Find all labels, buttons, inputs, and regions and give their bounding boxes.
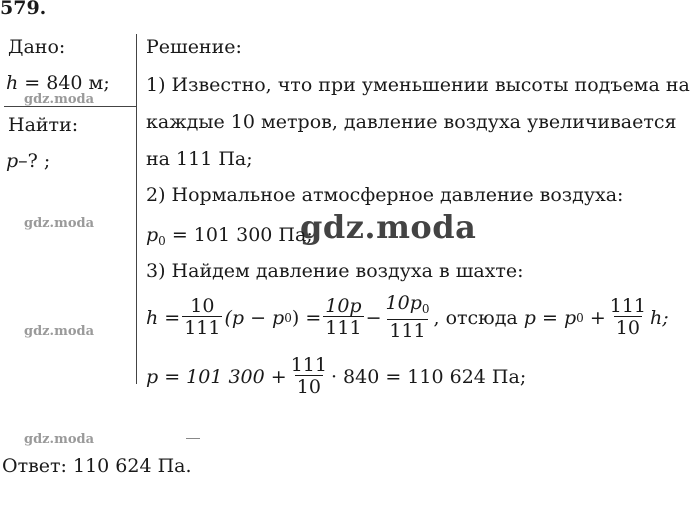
given-h: h = 840 м; bbox=[6, 72, 110, 94]
step1-line2: каждые 10 метров, давление воздуха увеличивается bbox=[146, 111, 677, 133]
step1-line3: на 111 Па; bbox=[146, 148, 253, 170]
given-label: Дано: bbox=[8, 36, 66, 58]
step2-value: $p_0 = 101$ 300 Па; bbox=[146, 224, 313, 248]
step2-line1: 2) Нормальное атмосферное давление воздуха: bbox=[146, 184, 624, 206]
vertical-divider bbox=[136, 34, 137, 384]
fraction-111-10-result: $\frac{111}{10}$ bbox=[290, 354, 327, 398]
watermark-4: gdz.moda bbox=[24, 432, 95, 447]
dash-mark bbox=[186, 438, 200, 439]
solution-label: Решение: bbox=[146, 36, 242, 58]
step3-line1: 3) Найдем давление воздуха в шахте: bbox=[146, 260, 524, 282]
step1-line1: 1) Известно, что при уменьшении высоты подъема на bbox=[146, 74, 690, 96]
problem-number: 579. bbox=[0, 0, 47, 19]
find-label: Найти: bbox=[8, 114, 79, 136]
fraction-111-10: $\frac{111}{10}$ bbox=[609, 295, 647, 339]
watermark-1: gdz.moda bbox=[24, 92, 95, 107]
fraction-10-111: $\frac{10}{111}$ bbox=[184, 295, 221, 339]
fraction-10p-111: $\frac{10p}{111}$ bbox=[325, 295, 362, 339]
result-formula: p = 101 300 + $\frac{111}{10}$ · 840 = 110 624 Па; bbox=[146, 354, 527, 398]
find-p: p–? ; bbox=[6, 150, 51, 172]
fraction-10p0-111: $\frac{10p_0}{111}$ bbox=[385, 292, 430, 342]
watermark-3: gdz.moda bbox=[24, 324, 95, 339]
watermark-2: gdz.moda bbox=[24, 216, 95, 231]
watermark-big: gdz.moda bbox=[300, 208, 477, 246]
answer: Ответ: 110 624 Па. bbox=[2, 455, 192, 477]
main-formula: h = $\frac{10}{111}$ (p − p 0 ) = $\frac{10p}{111}$ − $\frac{10p_0}{111}$ , отсюда p = p 0 + $\frac{111}{10}$ h; bbox=[146, 292, 669, 342]
